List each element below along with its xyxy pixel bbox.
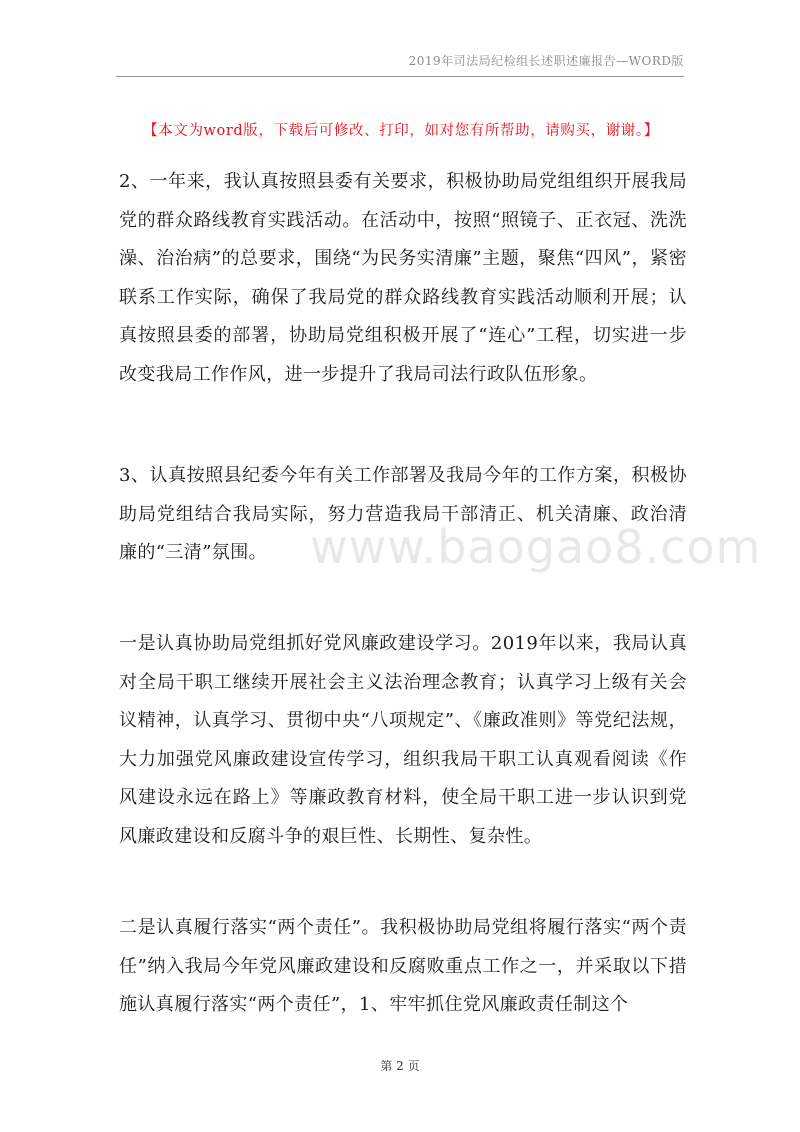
watermark: www.baogao8.com: [310, 520, 762, 574]
header-divider: [116, 76, 684, 77]
page-number: 第 2 页: [380, 1059, 420, 1073]
paragraph-3: 一是认真协助局党组抓好党风廉政建设学习。2019年以来，我局认真对全局干职工继续开展社会主义法治理念教育；认真学习上级有关会议精神，认真学习、贯彻中央“八项规定”、《廉政准则》等党纪法规，大力加强党风廉政建设宣传学习，组织我局干职工认真观看阅读《作风建设永远在路上》等廉政教育材料，使全局干职工进一步认识到党风廉政建设和反腐斗争的艰巨性、长期性、复杂性。: [119, 633, 687, 847]
paragraph-2: 3、认真按照县纪委今年有关工作部署及我局今年的工作方案，积极协助局党组结合我局实际，努力营造我局干部清正、机关清廉、政治清廉的“三清”氛围。: [119, 465, 687, 563]
page-header: 2019年司法局纪检组长述职述廉报告—WORD版: [408, 54, 684, 68]
paragraph-1: 2、一年来，我认真按照县委有关要求，积极协助局党组组织开展我局党的群众路线教育实践活动。在活动中，按照“照镜子、正衣冠、洗洗澡、治治病”的总要求，围绕“为民务实清廉”主题，聚焦“四风”，紧密联系工作实际，确保了我局党的群众路线教育实践活动顺利开展；认真按照县委的部署，协助局党组积极开展了“连心”工程，切实进一步改变我局工作作风，进一步提升了我局司法行政队伍形象。: [119, 171, 687, 385]
paragraph-4: 二是认真履行落实“两个责任”。我积极协助局党组将履行落实“两个责任”纳入我局今年党风廉政建设和反腐败重点工作之一，并采取以下措施认真履行落实“两个责任”，1、牢牢抓住党风廉政责任制这个: [119, 917, 687, 1015]
purchase-notice: 【本文为word版，下载后可修改、打印，如对您有所帮助，请购买，谢谢。】: [143, 123, 659, 139]
